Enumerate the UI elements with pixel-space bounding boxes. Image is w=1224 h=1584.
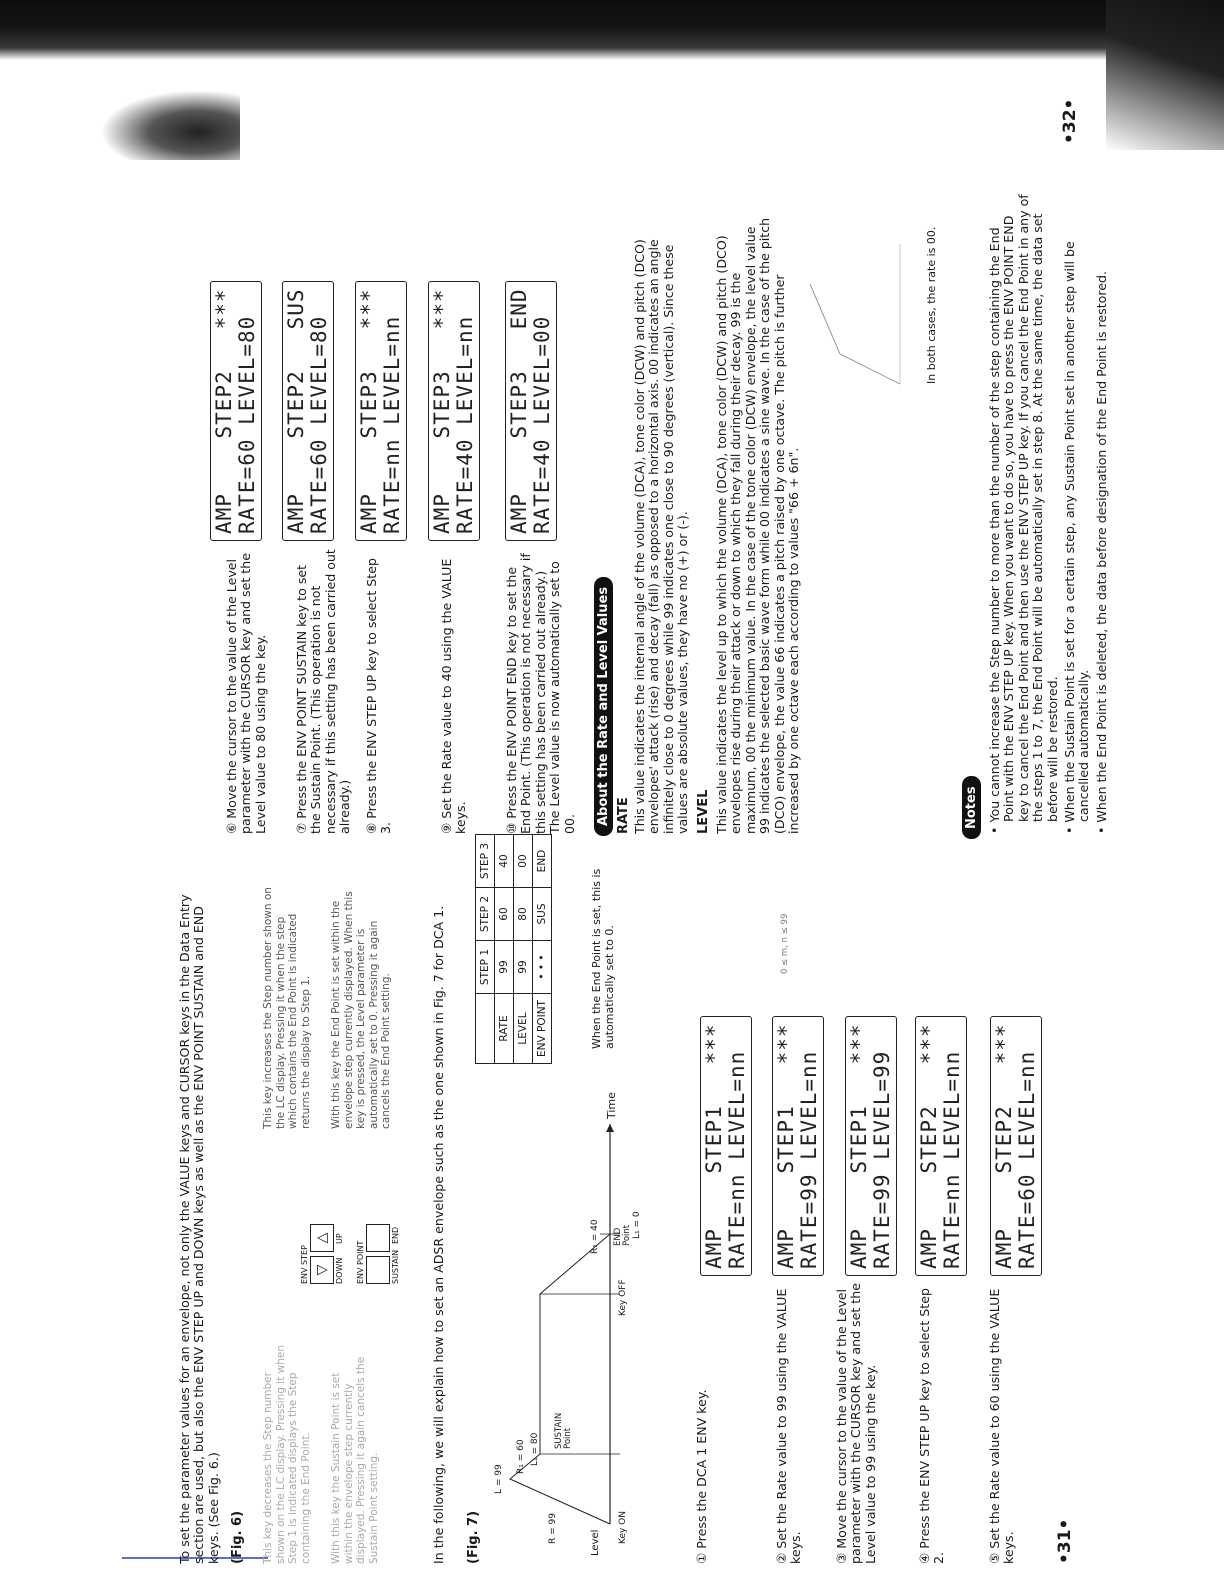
table-cell: STEP 3 — [476, 835, 495, 888]
notes-list — [988, 194, 1112, 834]
level-text: This value indicates the level up to which the volume (DCA), tone color (DCW) and pitch (DCO) envelopes rise during their attack or down to which they fall during their decay. 99 is the maximum, 00 the minimum value. In the case of the tone color (DCW) envelope, the level value 99 indicates the selected basic wave form while 00 indicates a sine wave. In the case of the pitch (DCO) envelope, the value 66 indicates a pitch raised by one octave. The pitch is further increased by one octave each according to values "66 + 6n". — [714, 217, 802, 834]
fig6-faint-2: With this key the Sustain Point is set within the envelope step currently displayed. Pressing it again cancels the Sustain Point setting. — [330, 1356, 380, 1564]
env-step-label: ENV STEP — [300, 1245, 309, 1284]
lcd-display: AMP STEP3 END RATE=40 LEVEL=00 — [505, 281, 557, 541]
table-cell: LEVEL — [514, 994, 533, 1064]
fig6-faint-1: This key decreases the Step number shown on the LC display. Pressing it when Step 1 is indicated displays the Step containing the End Point. — [262, 1344, 312, 1564]
lcd-display: AMP STEP2 *** RATE=60 LEVEL=80 — [210, 281, 262, 541]
table-cell: 00 — [514, 835, 533, 888]
left-intro — [178, 884, 246, 1564]
table-note: When the End Point is set, this is automatically set to 0. — [590, 868, 616, 1049]
note-item: • When the End Point is deleted, the data before designation of the End Point is restored. — [1093, 270, 1109, 834]
table-cell: 80 — [514, 888, 533, 941]
table-cell: 40 — [495, 835, 514, 888]
fig6-label: (Fig. 6) — [230, 1510, 246, 1564]
end-key[interactable] — [366, 1224, 390, 1252]
env-keyon: Key ON — [618, 1511, 628, 1544]
table-cell: • • • — [533, 941, 552, 994]
table-cell: STEP 2 — [476, 888, 495, 941]
lcd-display: AMP STEP1 *** RATE=nn LEVEL=nn — [700, 1016, 752, 1276]
table-row — [514, 835, 533, 1064]
env-step-up-key[interactable]: △ — [310, 1224, 334, 1252]
env-r60: R₁ = 60 — [516, 1439, 526, 1474]
page-number-31: •31• — [1055, 1518, 1075, 1564]
lcd-display: AMP STEP2 *** RATE=60 LEVEL=nn — [990, 1016, 1042, 1276]
fig7-label: (Fig. 7) — [466, 1510, 481, 1564]
table-cell: END — [533, 835, 552, 888]
rate-heading: RATE — [616, 797, 631, 834]
sketch-line — [810, 284, 900, 384]
sustain-label: SUSTAIN — [391, 1249, 400, 1284]
note-text: When the End Point is deleted, the data before designation of the End Point is restored. — [1093, 270, 1109, 823]
time-arrow — [606, 1124, 614, 1132]
end-label: END — [391, 1226, 400, 1244]
lcd-display: AMP STEP2 SUS RATE=60 LEVEL=80 — [282, 281, 334, 541]
step-1: ① Press the DCA 1 ENV key. — [694, 1389, 709, 1564]
rate-text: This value indicates the internal angle of the volume (DCA), tone color (DCW) and pitch (DCO) envelopes' attack (rise) and decay (fall) as opposed to a horizontal axis. 00 indicates an angle infinitely close to 0 degrees while 99 indicates one close to 90 degrees (vertical). Since these values are absolute values, they have no (+) or (-). — [632, 239, 691, 834]
lcd-display: AMP STEP3 *** RATE=nn LEVEL=nn — [355, 281, 407, 541]
env-l99: L = 99 — [494, 1464, 504, 1494]
envelope-table — [475, 834, 552, 1064]
table-header-row — [476, 835, 495, 1064]
env-l0: L₁ = 0 — [632, 1211, 642, 1239]
env-r99: R = 99 — [548, 1513, 558, 1544]
note-item: • You cannot increase the Step number to more than the number of the step containing the End Point with the ENV STEP UP key. When you want to do so, you have to press the ENV POINT END key to cancel the End Point and then use the ENV STEP UP key. If you cancel the End Point in any of the steps 1 to 7, the End Point will be automatically set in step 8. At the same time, the data set before will be restored. — [987, 194, 1060, 834]
table-cell: SUS — [533, 888, 552, 941]
page-number-32: •32• — [1060, 98, 1080, 144]
step-7: ⑦ Press the ENV POINT SUSTAIN key to set the Sustain Point. (This operation is not necessary if this setting has been carried out already.) — [294, 549, 353, 834]
fig6-text-2: With this key the End Point is set within the envelope step currently displayed. When this key is pressed, the Level parameter is automatically set to 0. Pressing it again cancels the End Point setting. — [330, 891, 392, 1129]
note-text: You cannot increase the Step number to more than the number of the step containing the End Point with the ENV STEP UP key. When you want to do so, you have to press the ENV POINT END key to cancel the End Point and then use the ENV STEP UP key. If you cancel the End Point in any of the steps 1 to 7, the End Point will be automatically set in step 8. At the same time, the data set before will be restored. — [987, 194, 1060, 823]
note-item: • When the Sustain Point is set for a certain step, any Sustain Point set in another step will be cancelled automatically. — [1062, 241, 1092, 834]
table-cell — [476, 994, 495, 1064]
step-3: ③ Move the cursor to the value of the Level parameter with the CURSOR key and set the Level value to 99 using the key. — [834, 1283, 878, 1564]
lcd-display: AMP STEP2 *** RATE=nn LEVEL=nn — [915, 1016, 967, 1276]
both-cases: In both cases, the rate is 00. — [925, 226, 938, 384]
up-label: UP — [335, 1233, 344, 1244]
sustain-key[interactable] — [366, 1256, 390, 1284]
table-cell: ENV POINT — [533, 994, 552, 1064]
env-end: END Point — [613, 1224, 632, 1246]
step-8: ⑧ Press the ENV STEP UP key to select Step 3. — [364, 558, 394, 834]
table-cell: RATE — [495, 994, 514, 1064]
env-keyoff: Key OFF — [618, 1279, 628, 1316]
table-cell: 99 — [514, 941, 533, 994]
env-sustain: SUSTAIN Point — [554, 1412, 573, 1449]
following-text: In the following, we will explain how to set an ADSR envelope such as the one shown in Fig. 7 for DCA 1. — [431, 905, 446, 1564]
intro-text: To set the parameter values for an envelope, not only the VALUE keys and CURSOR keys in the Data Entry section are used, but also the ENV STEP UP and DOWN keys as well as the ENV POINT SUSTAIN and END keys. (See Fig. 6.) — [177, 894, 221, 1564]
notes-badge: Notes — [962, 776, 981, 839]
envelope-curve — [510, 1234, 610, 1524]
fig6-keys — [300, 1154, 410, 1284]
note-text: When the Sustain Point is set for a certain step, any Sustain Point set in another step will be cancelled automatically. — [1062, 241, 1092, 823]
table-cell: 60 — [495, 888, 514, 941]
step-4: ④ Press the ENV STEP UP key to select Step 2. — [917, 1288, 947, 1564]
step-6: ⑥ Move the cursor to the value of the Level parameter with the CURSOR key and set the Level value to 80 using the key. — [224, 553, 268, 834]
env-level: Level — [590, 1529, 601, 1556]
lcd-display: AMP STEP1 *** RATE=99 LEVEL=99 — [845, 1016, 897, 1276]
env-r40: R₁ = 40 — [590, 1219, 600, 1254]
env-point-label: ENV POINT — [356, 1240, 365, 1284]
step-9: ⑨ Set the Rate value to 40 using the VALUE keys. — [439, 558, 469, 834]
env-step-down-key[interactable]: ▽ — [310, 1256, 334, 1284]
lcd-display: AMP STEP1 *** RATE=99 LEVEL=nn — [772, 1016, 824, 1276]
range-note: 0 ≤ m, n ≤ 99 — [780, 913, 790, 974]
step-10: ⑩ Press the ENV POINT END key to set the End Point. (This operation is not necessary if this setting has been carried out already.) The Level value is now automatically set to 00. — [504, 553, 577, 834]
lcd-display: AMP STEP3 *** RATE=40 LEVEL=nn — [428, 281, 480, 541]
rate-level-sketch — [800, 194, 920, 394]
step-5: ⑤ Set the Rate value to 60 using the VALUE keys. — [987, 1288, 1017, 1564]
table-cell: 99 — [495, 941, 514, 994]
env-l80: L₁ = 80 — [530, 1432, 540, 1466]
level-heading: LEVEL — [696, 789, 711, 834]
env-time: Time — [605, 1092, 618, 1119]
fig6-text-1: This key increases the Step number shown on the LC display. Pressing it when the step which contains the End Point is indicated returns the display to Step 1. — [262, 887, 312, 1129]
about-badge: About the Rate and Level Values — [594, 577, 613, 836]
table-cell: STEP 1 — [476, 941, 495, 994]
down-label: DOWN — [335, 1257, 344, 1284]
table-row — [495, 835, 514, 1064]
step-2: ② Set the Rate value to 99 using the VALUE keys. — [774, 1288, 804, 1564]
notes-heading — [960, 776, 981, 839]
about-heading — [592, 577, 613, 836]
table-row — [533, 835, 552, 1064]
